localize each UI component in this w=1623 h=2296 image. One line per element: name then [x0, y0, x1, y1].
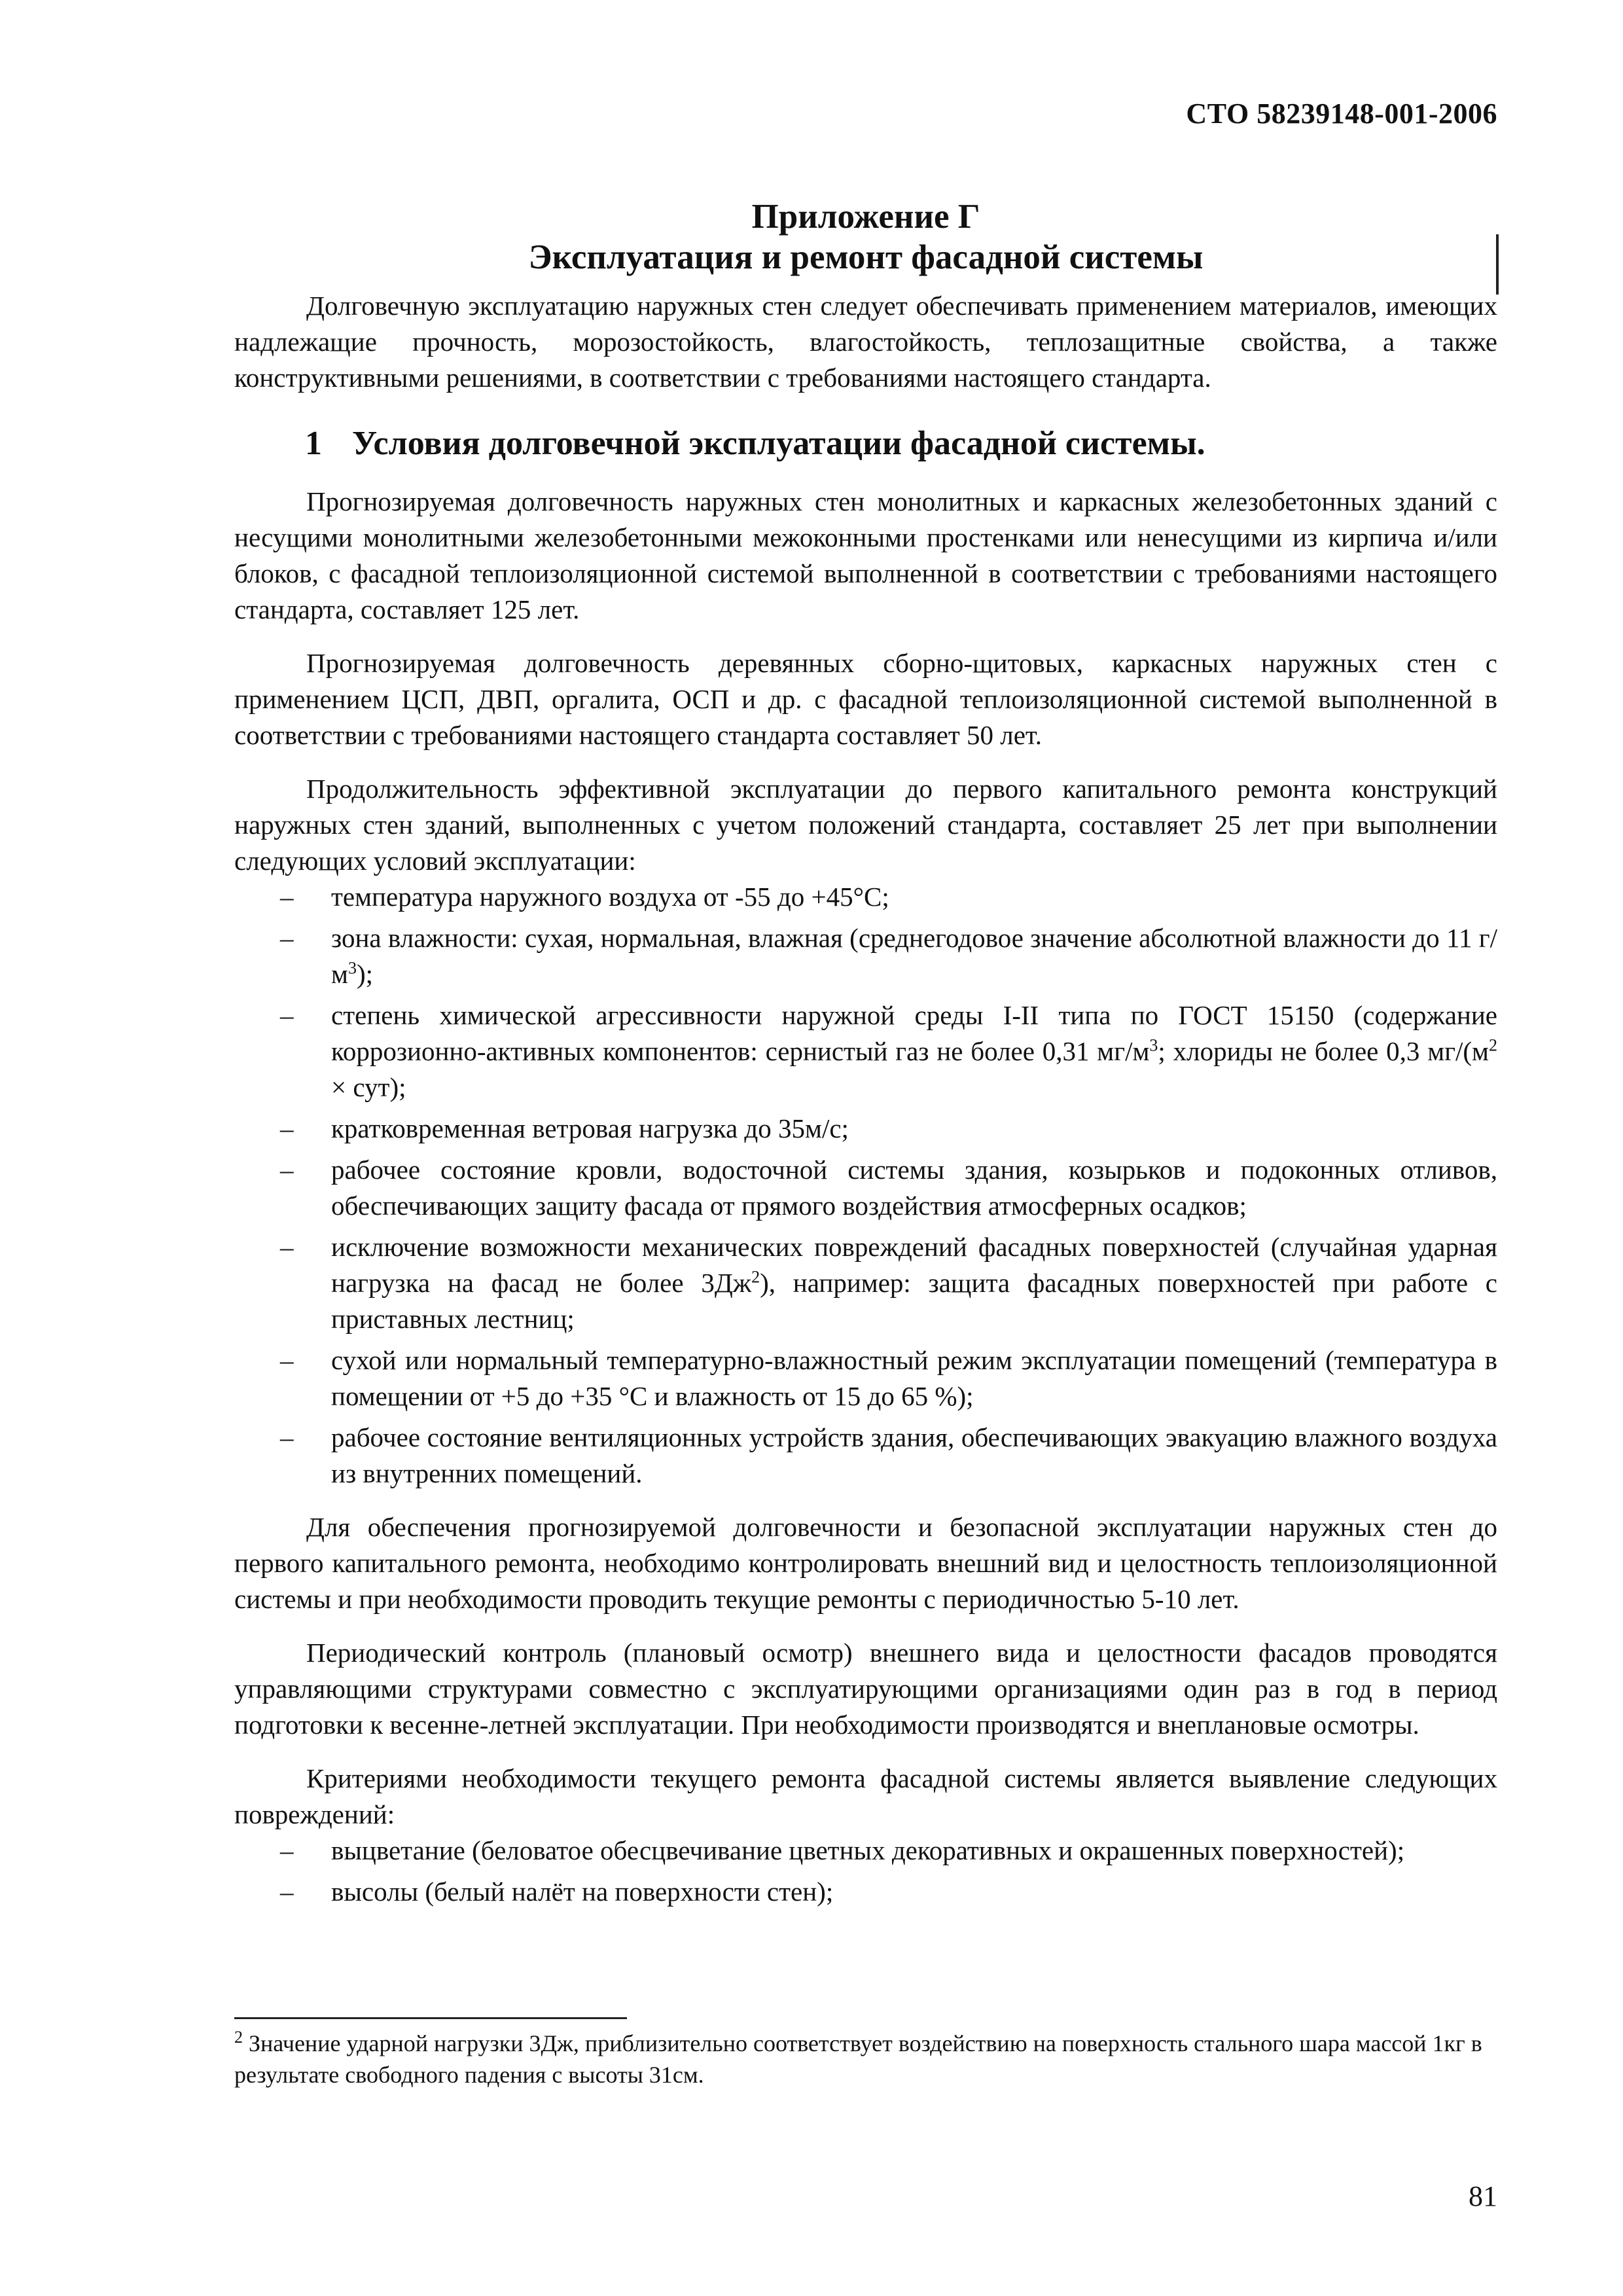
- footnote-divider: [234, 2017, 627, 2019]
- dash-marker: –: [280, 1232, 294, 1262]
- page-content: [234, 196, 1497, 1928]
- intro-paragraph: Долговечную эксплуатацию наружных стен следует обеспечивать применением материалов, имеющих надлежащие прочность, морозостойкость, влагостойкость, теплозащитные свойства, а также конструктивными решениями, в соответствии с требованиями настоящего стандарта.: [234, 291, 1497, 393]
- list-item: – температура наружного воздуха от -55 до +45°С;: [234, 879, 1497, 915]
- appendix-title: Приложение Г: [751, 198, 980, 236]
- dash-marker: –: [280, 1835, 294, 1865]
- paragraph-longevity-wood: Прогнозируемая долговечность деревянных сборно-щитовых, каркасных наружных стен с применением ЦСП, ДВП, оргалита, ОСП и др. с фасадной теплоизоляционной системой выполненной в соответствии с требованиями настоящего стандарта составляет 50 лет.: [234, 648, 1497, 750]
- paragraph-service-period: Продолжительность эффективной эксплуатации до первого капитального ремонта конструкций наружных стен зданий, выполненных с учетом положений стандарта, составляет 25 лет при выполнении следующих условий эксплуатации:: [234, 774, 1497, 876]
- dash-marker: –: [280, 1113, 294, 1143]
- document-code: СТО 58239148-001-2006: [1186, 98, 1497, 130]
- footnote: [234, 2028, 1497, 2090]
- appendix-subtitle: Эксплуатация и ремонт фасадной системы: [528, 238, 1204, 276]
- section-title: Условия долговечной эксплуатации фасадной системы.: [352, 425, 1205, 462]
- dash-marker: –: [280, 882, 294, 912]
- paragraph-longevity-concrete: Прогнозируемая долговечность наружных стен монолитных и каркасных железобетонных зданий с несущими монолитными железобетонными межоконными простенками или ненесущими из кирпича и/или блоков, с фасадной теплоизоляционной системой выполненной в соответствии с требованиями настоящего стандарта, составляет 125 лет.: [234, 486, 1497, 624]
- dash-marker: –: [280, 1000, 294, 1030]
- list-item: – кратковременная ветровая нагрузка до 35м/с;: [234, 1111, 1497, 1147]
- dash-marker: –: [280, 1876, 294, 1907]
- footnote-mark: 2: [234, 2028, 243, 2047]
- footnote-text: Значение ударной нагрузки 3Дж, приблизительно соответствует воздействию на поверхность стального шара массой 1кг в результате свободного падения с высоты 31см.: [234, 2030, 1482, 2088]
- list-item: – исключение возможности механических повреждений фасадных поверхностей (случайная ударная нагрузка на фасад не более $3Дж^2$), например: защита фасадных поверхностей при работе с приставных лестниц;: [234, 1229, 1497, 1337]
- paragraph-repair-criteria: Критериями необходимости текущего ремонта фасадной системы является выявление следующих повреждений:: [234, 1763, 1497, 1829]
- dash-marker: –: [280, 1155, 294, 1185]
- list-item: – сухой или нормальный температурно-влажностный режим эксплуатации помещений (температура в помещении от +5 до +35 °С и влажность от 15 до 65 %);: [234, 1342, 1497, 1414]
- dash-marker: –: [280, 1345, 294, 1375]
- section-number: 1: [305, 425, 322, 462]
- paragraph-inspection: Периодический контроль (плановый осмотр) внешнего вида и целостности фасадов проводятся управляющими структурами совместно с эксплуатирующими организациями один раз в год в период подготовки к весенне-летней эксплуатации. При необходимости производятся и внеплановые осмотры.: [234, 1638, 1497, 1740]
- list-item: – рабочее состояние вентиляционных устройств здания, обеспечивающих эвакуацию влажного воздуха из внутренних помещений.: [234, 1420, 1497, 1492]
- list-item: – зона влажности: сухая, нормальная, влажная (среднегодовое значение абсолютной влажности до 11 $г/м^3$);: [234, 920, 1497, 992]
- list-item: – рабочее состояние кровли, водосточной системы здания, козырьков и подоконных отливов, обеспечивающих защиту фасада от прямого воздействия атмосферных осадков;: [234, 1152, 1497, 1224]
- dash-marker: –: [280, 923, 294, 953]
- paragraph-maintenance: Для обеспечения прогнозируемой долговечности и безопасной эксплуатации наружных стен до первого капитального ремонта, необходимо контролировать внешний вид и целостность теплоизоляционной системы и при необходимости проводить текущие ремонты с периодичностью 5-10 лет.: [234, 1512, 1497, 1614]
- conditions-list: [234, 879, 1497, 1492]
- section-heading: [234, 423, 1497, 464]
- list-item: – высолы (белый налёт на поверхности стен);: [234, 1874, 1497, 1910]
- page-number: 81: [1469, 2180, 1497, 2212]
- list-item: – степень химической агрессивности наружной среды I-II типа по ГОСТ 15150 (содержание коррозионно-активных компонентов: сернистый газ не более 0,31 $мг/м^3$; хлориды не более 0,3 $мг/(м^2 \times сут)$;: [234, 997, 1497, 1105]
- dash-marker: –: [280, 1422, 294, 1452]
- damages-list: [234, 1833, 1497, 1910]
- footnote-reference: 2: [751, 1267, 760, 1287]
- list-item: – выцветание (беловатое обесцвечивание цветных декоративных и окрашенных поверхностей);: [234, 1833, 1497, 1869]
